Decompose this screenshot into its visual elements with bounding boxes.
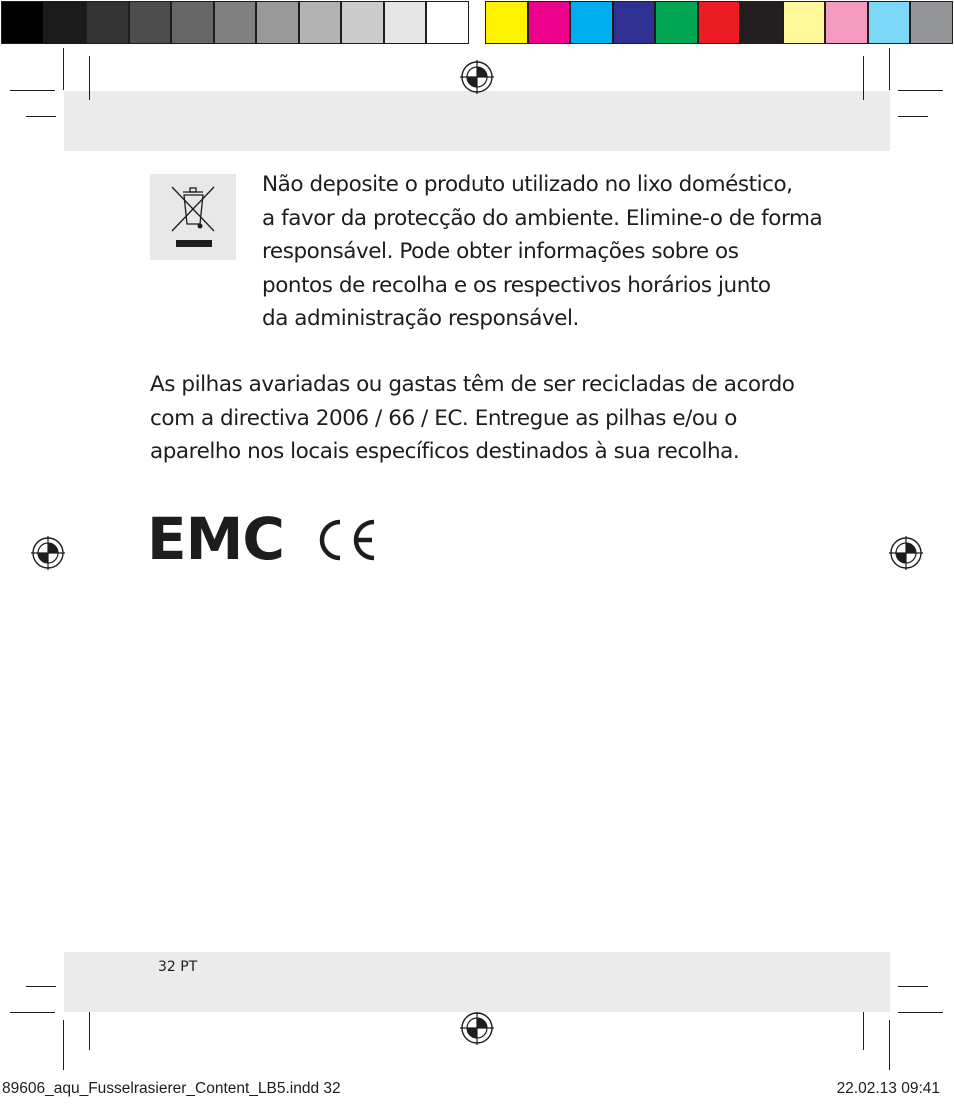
crop-mark bbox=[889, 48, 890, 90]
color-swatch bbox=[825, 1, 868, 44]
battery-paragraph bbox=[150, 368, 795, 469]
color-swatch bbox=[341, 1, 384, 44]
crop-mark bbox=[10, 1012, 55, 1013]
ce-mark-icon bbox=[312, 518, 378, 562]
registration-mark-icon bbox=[31, 536, 65, 570]
color-swatch bbox=[214, 1, 257, 44]
crop-mark bbox=[898, 90, 943, 91]
color-swatch bbox=[426, 1, 469, 44]
registration-mark-icon bbox=[460, 60, 494, 94]
registration-mark-icon bbox=[460, 1011, 494, 1045]
crop-mark bbox=[10, 90, 55, 91]
text-line: a favor da protecção do ambiente. Elimine-o de forma bbox=[262, 205, 823, 231]
text-line: aparelho nos locais específicos destinados à sua recolha. bbox=[150, 439, 740, 465]
crop-mark bbox=[63, 48, 64, 90]
color-swatch bbox=[86, 1, 129, 44]
color-swatch bbox=[44, 1, 87, 44]
crop-mark bbox=[26, 116, 56, 117]
crop-mark bbox=[898, 116, 928, 117]
crop-mark bbox=[863, 56, 864, 100]
slug-date-time: 22.02.13 09:41 bbox=[836, 1080, 940, 1097]
color-swatch bbox=[171, 1, 214, 44]
color-swatch bbox=[384, 1, 427, 44]
color-swatch bbox=[1, 1, 44, 44]
text-line: da administração responsável. bbox=[262, 306, 579, 332]
color-swatch bbox=[613, 1, 656, 44]
color-swatch bbox=[910, 1, 953, 44]
page-number: 32 PT bbox=[158, 959, 198, 975]
color-swatch bbox=[129, 1, 172, 44]
text-line: responsável. Pode obter informações sobre os bbox=[262, 239, 739, 265]
crop-mark bbox=[89, 56, 90, 100]
slug-file-name: 89606_aqu_Fusselrasierer_Content_LB5.indd 32 bbox=[2, 1080, 341, 1097]
color-swatch bbox=[256, 1, 299, 44]
registration-mark-icon bbox=[889, 536, 923, 570]
color-swatch bbox=[740, 1, 783, 44]
text-line: As pilhas avariadas ou gastas têm de ser recicladas de acordo bbox=[150, 372, 795, 397]
crop-mark bbox=[898, 986, 928, 987]
crossed-out-wheelie-bin-icon bbox=[150, 174, 236, 260]
text-line: pontos de recolha e os respectivos horários junto bbox=[262, 272, 771, 298]
color-swatch bbox=[570, 1, 613, 44]
emc-logo: EMC bbox=[147, 505, 284, 573]
text-line: com a directiva 2006 / 66 / EC. Entregue as pilhas e/ou o bbox=[150, 405, 737, 431]
color-swatch bbox=[528, 1, 571, 44]
crop-mark bbox=[889, 1020, 890, 1070]
text-line: Não deposite o produto utilizado no lixo doméstico, bbox=[262, 172, 793, 197]
crop-mark bbox=[898, 1012, 943, 1013]
color-swatch bbox=[655, 1, 698, 44]
crop-mark bbox=[26, 986, 56, 987]
color-swatch bbox=[698, 1, 741, 44]
color-swatch bbox=[868, 1, 911, 44]
header-band bbox=[64, 91, 890, 151]
weee-symbol bbox=[150, 174, 236, 260]
disposal-paragraph bbox=[262, 168, 822, 336]
color-swatch bbox=[299, 1, 342, 44]
color-swatch bbox=[485, 1, 528, 44]
color-swatch bbox=[783, 1, 826, 44]
color-control-strip bbox=[0, 0, 954, 46]
crop-mark bbox=[63, 1020, 64, 1070]
